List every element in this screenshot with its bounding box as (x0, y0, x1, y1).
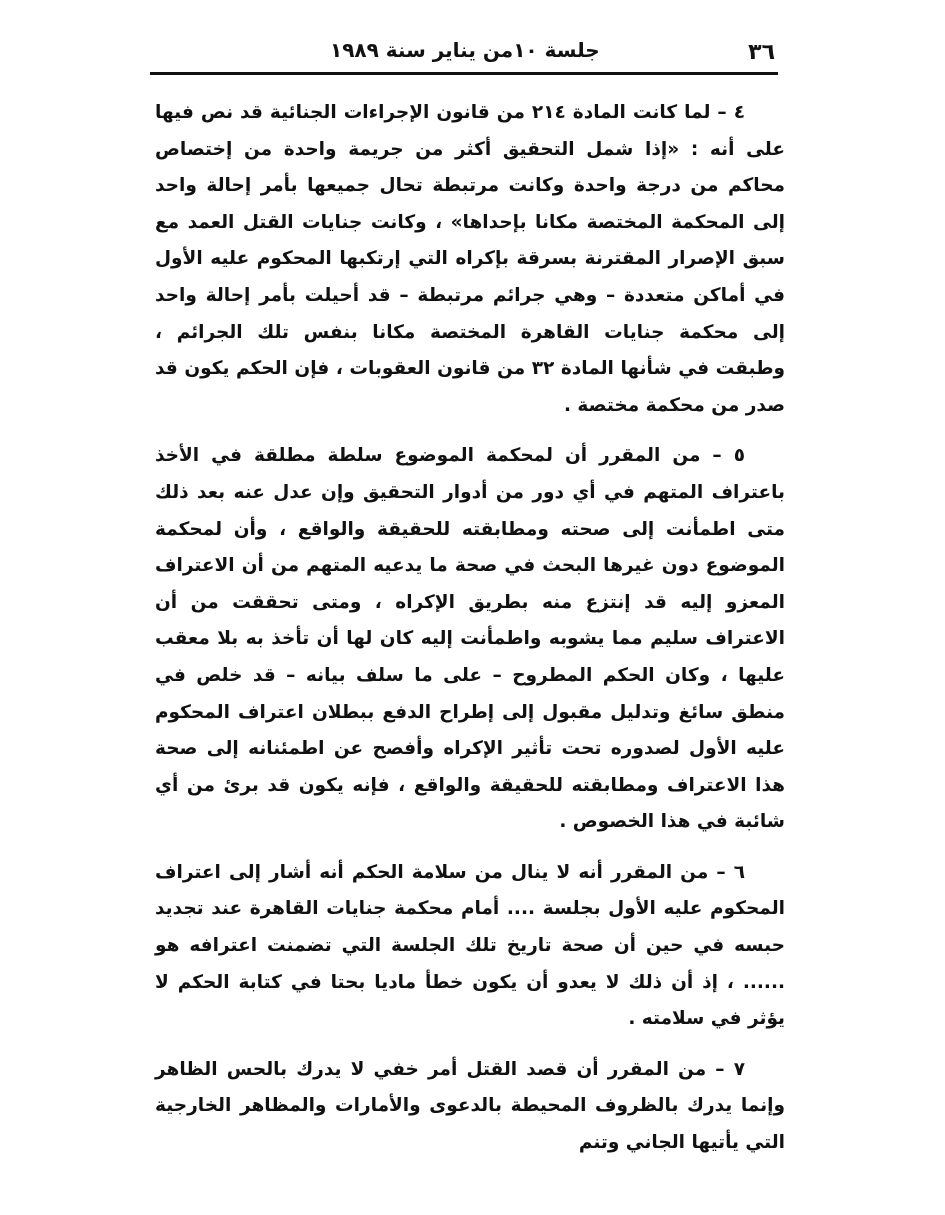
document-body (155, 95, 785, 1176)
paragraph-6: ٦ – من المقرر أنه لا ينال من سلامة الحكم أنه أشار إلى اعتراف المحكوم عليه الأول بجلسة .... أمام محكمة جنايات القاهرة عند تجديد حبسه في حين أن صحة تاريخ تلك الجلسة التي تضمنت اعترافه هو ...... ، إذ أن ذلك لا يعدو أن يكون خطأ ماديا بحتا في كتابة الحكم لا يؤثر في سلامته . (155, 861, 785, 1030)
paragraph-5: ٥ – من المقرر أن لمحكمة الموضوع سلطة مطلقة في الأخذ باعتراف المتهم في أي دور من أدوار التحقيق وإن عدل عنه بعد ذلك متى اطمأنت إلى صحته ومطابقته للحقيقة والواقع ، وأن لمحكمة الموضوع دون غيرها البحث في صحة ما يدعيه المتهم من أن الاعتراف المعزو إليه قد إنتزع منه بطريق الإكراه ، ومتى تحققت من أن الاعتراف سليم مما يشوبه واطمأنت إليه كان لها أن تأخذ به بلا معقب عليها ، وكان الحكم المطروح – على ما سلف بيانه – قد خلص في منطق سائغ وتدليل مقبول إلى إطراح الدفع ببطلان اعتراف المحكوم عليه الأول لصدوره تحت تأثير الإكراه وأفصح عن اطمئنانه إلى صحة هذا الاعتراف ومطابقته للحقيقة والواقع ، فإنه يكون قد برئ من أي شائبة في هذا الخصوص . (155, 445, 785, 833)
paragraph-7: ٧ – من المقرر أن قصد القتل أمر خفي لا يدرك بالحس الظاهر وإنما يدرك بالظروف المحيطة بالدعوى والأمارات والمظاهر الخارجية التي يأتيها الجاني وتنم (155, 1058, 785, 1154)
header-divider (150, 72, 778, 75)
page-number: ٣٦ (748, 40, 775, 65)
paragraph-4: ٤ – لما كانت المادة ٢١٤ من قانون الإجراءات الجنائية قد نص فيها على أنه : «إذا شمل التحقيق أكثر من جريمة واحدة من إختصاص محاكم من درجة واحدة وكانت مرتبطة تحال جميعها بأمر إحالة واحد إلى المحكمة المختصة مكانا بإحداها» ، وكانت جنايات القتل العمد مع سبق الإصرار المقترنة بسرقة بإكراه التي إرتكبها المحكوم عليه الأول في أماكن متعددة – وهي جرائم مرتبطة – قد أحيلت بأمر إحالة واحد إلى محكمة جنايات القاهرة المختصة مكانا بنفس تلك الجرائم ، وطبقت في شأنها المادة ٣٢ من قانون العقوبات ، فإن الحكم يكون قد صدر من محكمة مختصة . (155, 102, 786, 416)
session-title: جلسة ١٠من يناير سنة ١٩٨٩ (330, 38, 600, 62)
page-header (150, 30, 775, 70)
